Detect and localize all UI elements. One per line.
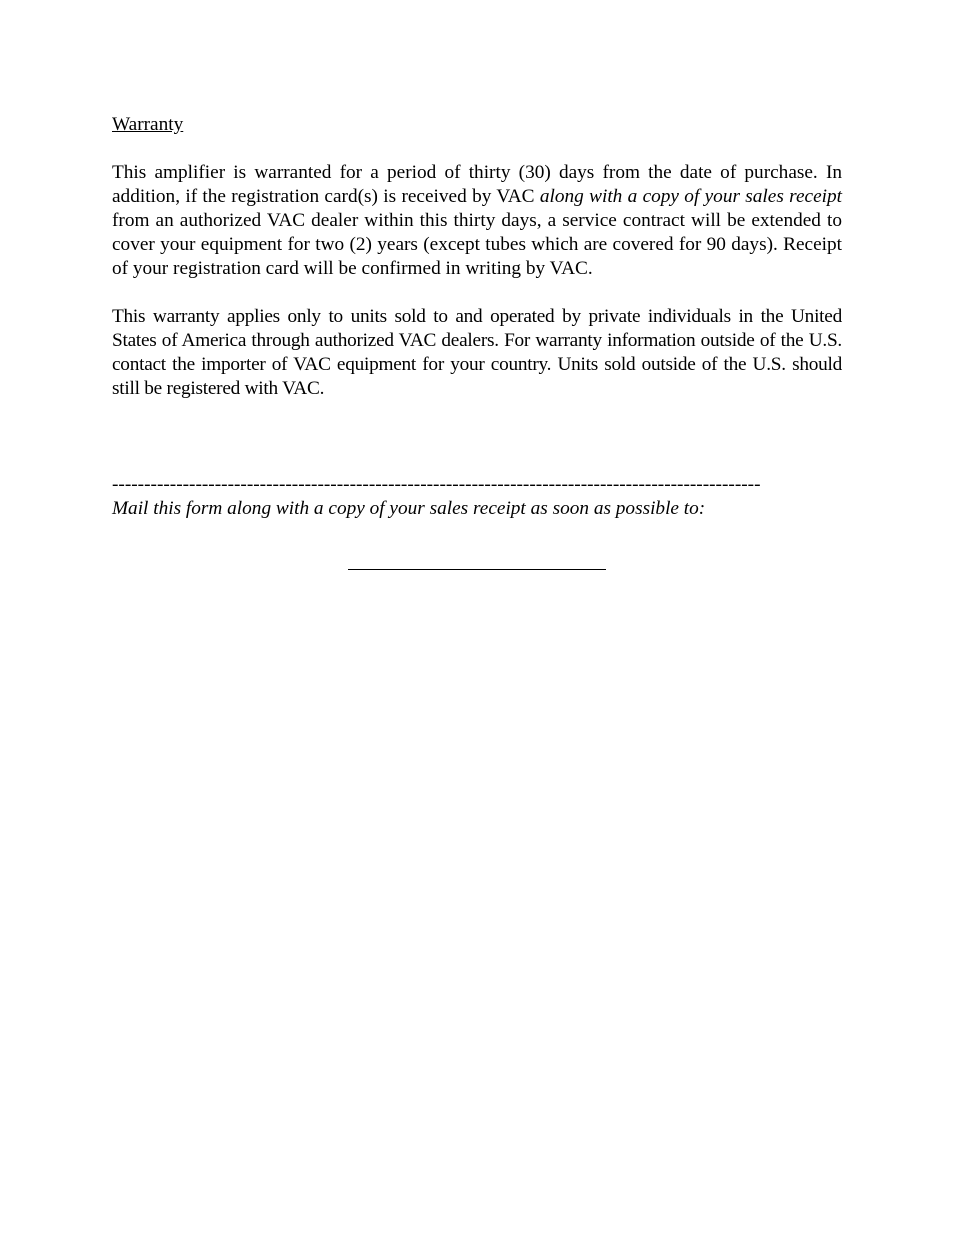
paragraph-1-italic: along with a copy of your sales receipt: [539, 186, 842, 207]
warranty-paragraph-1: [112, 161, 842, 281]
paragraph-1-text-a: This amplifier is warranted for a period of thirty (30) days from the date of purchase. In addition, if the registration card(s) is received by VAC: [112, 162, 842, 207]
paragraph-1-text-b: from an authorized VAC dealer within this thirty days, a service contract will be extended to cover your equipment for two (2) years (except tubes which are covered for 90 days). Receipt of your registration card will be confirmed in writing by VAC.: [112, 210, 842, 279]
warranty-heading: Warranty: [112, 114, 184, 135]
address-underline: [348, 569, 606, 570]
mail-instruction: Mail this form along with a copy of your sales receipt as soon as possible to:: [112, 498, 706, 519]
cut-line-divider: -----------------------------------------------------------------------------------------------------: [112, 474, 761, 495]
warranty-section: [112, 113, 842, 521]
warranty-paragraph-2: This warranty applies only to units sold to and operated by private individuals in the United States of America through authorized VAC dealers. For warranty information outside of the U.S. contact the importer of VAC equipment for your country. Units sold outside of the U.S. should still be registered with VAC.: [112, 306, 842, 399]
